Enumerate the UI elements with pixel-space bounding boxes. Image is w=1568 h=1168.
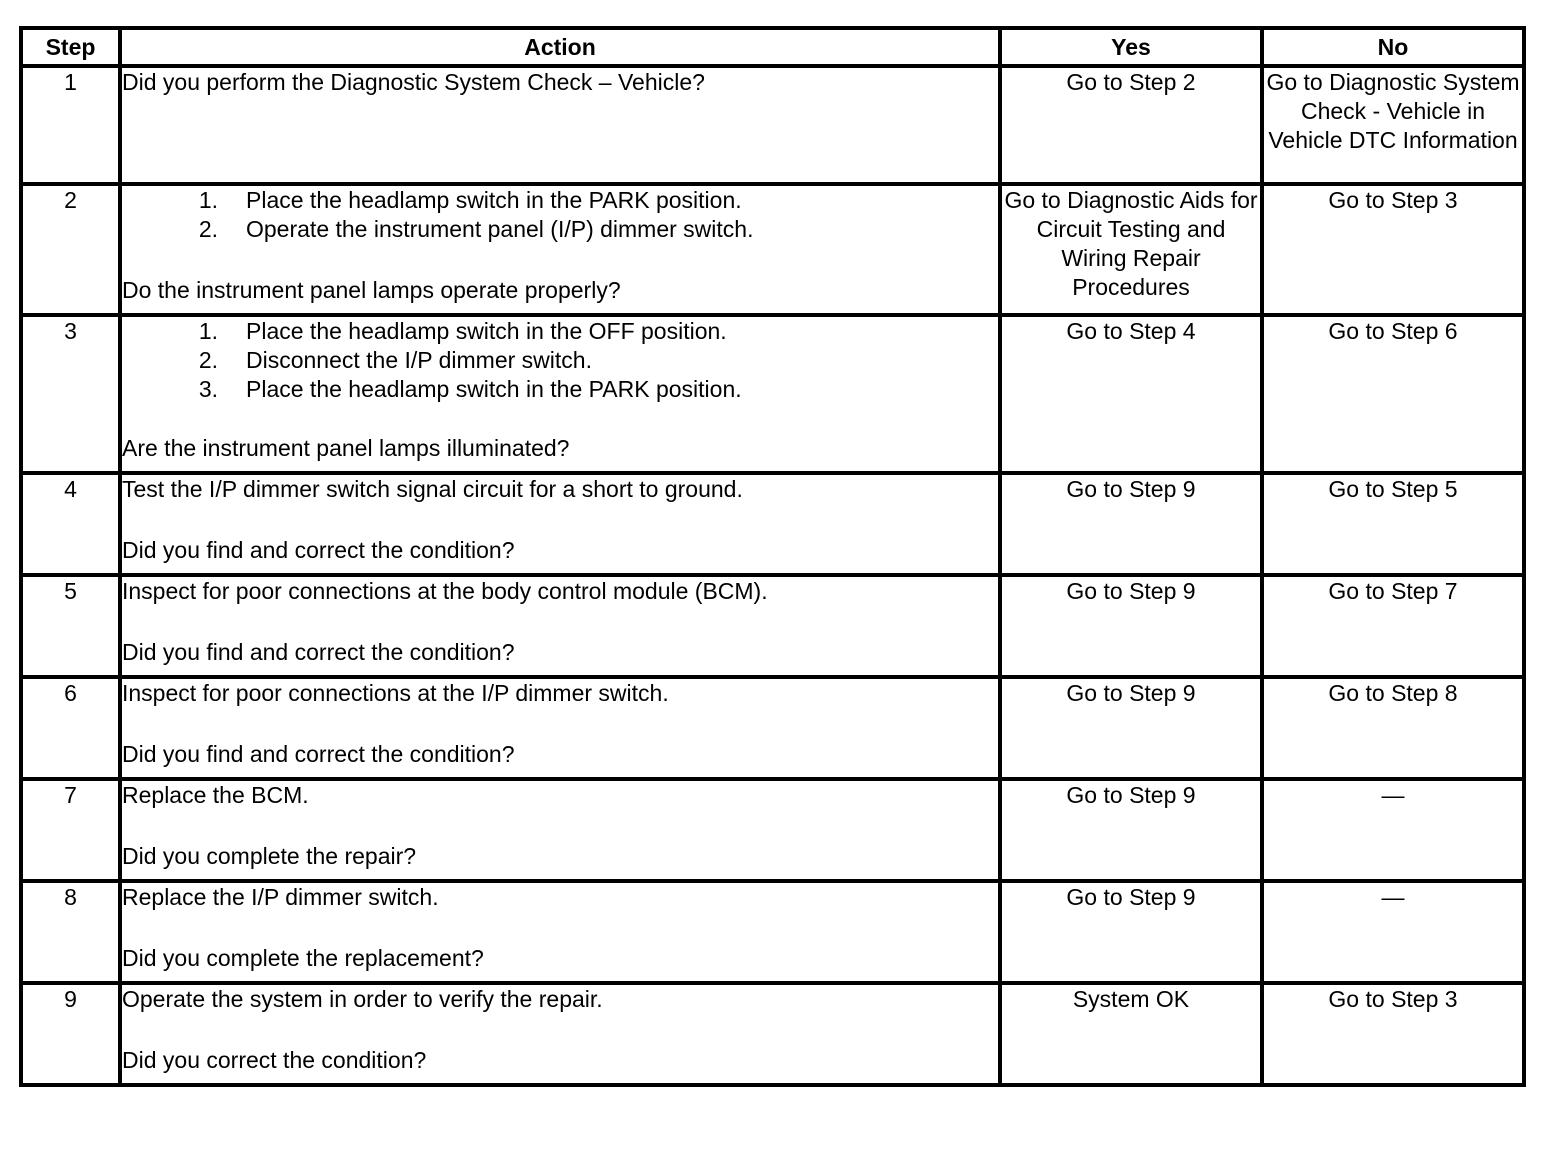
step-number: 2: [21, 184, 120, 315]
action-substeps: [122, 186, 998, 244]
action-top: [122, 883, 998, 912]
action-question: Did you find and correct the condition?: [122, 639, 515, 665]
action-cell: [120, 575, 1000, 677]
substep-number: 2.: [198, 347, 218, 373]
action-cell: [120, 983, 1000, 1085]
substep-number: 3.: [198, 376, 218, 402]
yes-result: System OK: [1000, 983, 1262, 1085]
no-result: Go to Step 3: [1262, 983, 1524, 1085]
diagnostic-table: [19, 26, 1526, 1087]
substep-text: Place the headlamp switch in the PARK position.: [246, 376, 742, 402]
action-cell: [120, 473, 1000, 575]
action-content: [122, 186, 998, 305]
action-top: [122, 186, 998, 244]
yes-result: Go to Step 9: [1000, 779, 1262, 881]
yes-result: Go to Step 9: [1000, 473, 1262, 575]
action-instruction: Inspect for poor connections at the I/P dimmer switch.: [122, 680, 669, 706]
yes-result: Go to Step 2: [1000, 66, 1262, 184]
table-row: [21, 473, 1524, 575]
substep-item: [122, 186, 998, 215]
step-number: 4: [21, 473, 120, 575]
action-question: Did you complete the replacement?: [122, 945, 484, 971]
action-content: [122, 68, 998, 174]
action-top: [122, 679, 998, 708]
header-no: No: [1262, 28, 1524, 66]
action-top: [122, 781, 998, 810]
yes-result: Go to Step 9: [1000, 881, 1262, 983]
action-content: [122, 577, 998, 667]
action-top: [122, 475, 998, 504]
substep-text: Operate the instrument panel (I/P) dimmer switch.: [246, 216, 754, 242]
substep-text: Disconnect the I/P dimmer switch.: [246, 347, 592, 373]
no-result: Go to Step 3: [1262, 184, 1524, 315]
action-instruction: Operate the system in order to verify the repair.: [122, 986, 603, 1012]
action-content: [122, 883, 998, 973]
action-cell: [120, 184, 1000, 315]
no-result: —: [1262, 881, 1524, 983]
table-row: [21, 184, 1524, 315]
action-question: Did you complete the repair?: [122, 843, 417, 869]
table-body: [21, 66, 1524, 1085]
action-cell: [120, 779, 1000, 881]
action-cell: [120, 677, 1000, 779]
yes-result: Go to Step 4: [1000, 315, 1262, 473]
yes-result: Go to Step 9: [1000, 677, 1262, 779]
substep-number: 1.: [198, 187, 218, 213]
no-result: Go to Step 8: [1262, 677, 1524, 779]
substep-item: [122, 375, 998, 404]
step-number: 6: [21, 677, 120, 779]
no-result: —: [1262, 779, 1524, 881]
header-action: Action: [120, 28, 1000, 66]
table-row: [21, 315, 1524, 473]
action-cell: [120, 66, 1000, 184]
step-number: 3: [21, 315, 120, 473]
yes-result: Go to Diagnostic Aids for Circuit Testing and Wiring Repair Procedures: [1000, 184, 1262, 315]
action-instruction: Replace the BCM.: [122, 782, 309, 808]
action-cell: [120, 315, 1000, 473]
table-row: [21, 779, 1524, 881]
no-result: Go to Step 6: [1262, 315, 1524, 473]
step-number: 1: [21, 66, 120, 184]
action-substeps: [122, 317, 998, 404]
table-row: [21, 881, 1524, 983]
no-result: Go to Step 7: [1262, 575, 1524, 677]
no-result: Go to Diagnostic System Check - Vehicle in Vehicle DTC Information: [1262, 66, 1524, 184]
action-top: [122, 577, 998, 606]
substep-item: [122, 346, 998, 375]
step-number: 8: [21, 881, 120, 983]
header-row: [21, 28, 1524, 66]
action-content: [122, 985, 998, 1075]
action-instruction: Replace the I/P dimmer switch.: [122, 884, 439, 910]
step-number: 9: [21, 983, 120, 1085]
action-instruction: Did you perform the Diagnostic System Check – Vehicle?: [122, 69, 705, 95]
step-number: 7: [21, 779, 120, 881]
header-yes: Yes: [1000, 28, 1262, 66]
action-question: Did you find and correct the condition?: [122, 537, 515, 563]
table-row: [21, 575, 1524, 677]
substep-number: 2.: [198, 216, 218, 242]
no-result: Go to Step 5: [1262, 473, 1524, 575]
table-row: [21, 66, 1524, 184]
substep-item: [122, 317, 998, 346]
table-row: [21, 983, 1524, 1085]
action-instruction: Inspect for poor connections at the body control module (BCM).: [122, 578, 768, 604]
step-number: 5: [21, 575, 120, 677]
substep-text: Place the headlamp switch in the OFF position.: [246, 318, 727, 344]
action-content: [122, 317, 998, 463]
action-content: [122, 679, 998, 769]
action-content: [122, 781, 998, 871]
action-question: Did you correct the condition?: [122, 1047, 427, 1073]
action-instruction: Test the I/P dimmer switch signal circuit for a short to ground.: [122, 476, 743, 502]
action-top: [122, 317, 998, 404]
action-question: Did you find and correct the condition?: [122, 741, 515, 767]
action-content: [122, 475, 998, 565]
substep-item: [122, 215, 998, 244]
table-row: [21, 677, 1524, 779]
substep-number: 1.: [198, 318, 218, 344]
action-question: Are the instrument panel lamps illuminated?: [122, 435, 570, 461]
action-question: Do the instrument panel lamps operate properly?: [122, 277, 621, 303]
substep-text: Place the headlamp switch in the PARK position.: [246, 187, 742, 213]
action-top: [122, 985, 998, 1014]
action-top: [122, 68, 998, 97]
header-step: Step: [21, 28, 120, 66]
yes-result: Go to Step 9: [1000, 575, 1262, 677]
action-cell: [120, 881, 1000, 983]
